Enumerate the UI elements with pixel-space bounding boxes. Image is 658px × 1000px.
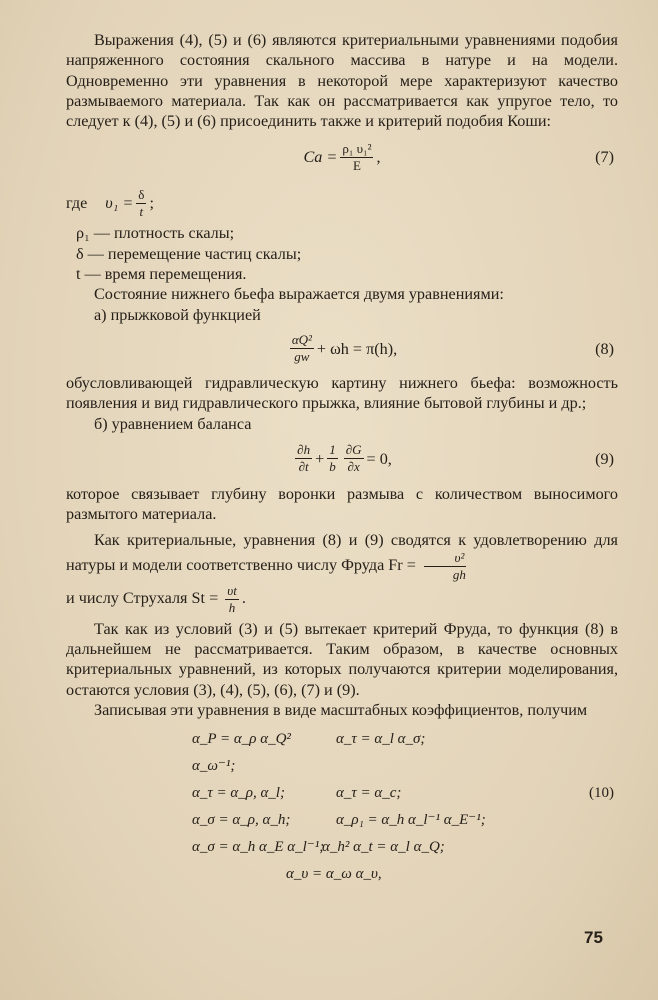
item-b: б) уравнением баланса [94,414,252,433]
eq10-line [66,834,618,861]
eq9-f3-num: ∂G [345,442,362,458]
page-text [66,30,618,888]
definition-delta: δ — перемещение частиц скалы; [76,244,302,263]
definition-t: t — время перемещения. [76,265,247,284]
eq9-number: (9) [595,449,614,468]
eq7-fraction [340,142,373,173]
item-a: а) прыжковой функцией [94,305,261,324]
where-lhs: υ₁ = [105,194,134,213]
strouhal-num: υt [227,582,237,598]
paragraph-2: Состояние нижнего бьефа выражается двумя уравнениями: [94,285,504,304]
equation-7 [66,131,618,183]
eq10-line [66,780,618,807]
where-denominator: t [139,203,144,219]
eq9-f1-num: ∂h [297,442,311,458]
where-line [66,183,618,223]
eq9-fraction-2 [327,443,338,474]
strouhal-line [66,584,618,615]
equation-10 [66,726,618,888]
paragraph-1: Выражения (4), (5) и (6) являются критериальными уравнениями подобия напряженного состояния скального массива в натуре и на модели. Одновременно эти уравнения в некоторой мере характеризуют качество размываемого материала. Так как он рассматривается как упругое тело, то следует к (4), (5) и (6) присоединить также и критерий подобия Коши: [66,31,618,131]
eq8-denominator: gw [294,349,310,365]
paragraph-3: обусловливающей гидравлическую картину нижнего бьефа: возможность появления и вид гидравлического прыжка, влияние бытовой глубины и др.; [66,373,618,413]
eq10-cell: α_σ = α_h α_E α_l⁻¹; [192,839,325,856]
eq10-cell: α_τ = α_ρ, α_l; [192,785,285,802]
where-numerator: δ [138,186,145,202]
page-number: 75 [584,928,603,947]
definition-rho: ρ₁ — плотность скалы; [76,224,235,243]
strouhal-text: и числу Струхаля St = [66,588,219,607]
paragraph-4: которое связывает глубину воронки размыва с количеством выносимого размытого материала. [66,484,618,524]
eq9-f2-num: 1 [329,442,336,458]
eq8-rest: + ωh = π(h), [316,339,398,358]
eq10-cell: α_ρ₁ = α_h α_l⁻¹ α_E⁻¹; [336,812,486,829]
eq10-cell: α_υ = α_ω α_υ, [286,866,382,883]
definitions-list [66,223,618,284]
eq9-f3-den: ∂x [347,459,360,475]
eq8-numerator: αQ² [291,332,312,348]
eq9-fraction-3 [344,443,364,474]
eq10-cell: α_P = α_ρ α_Q² α_ω⁻¹; [192,731,291,775]
eq7-number: (7) [595,148,614,167]
eq10-cell: α_h² α_t = α_l α_Q; [322,839,445,856]
strouhal-tail: . [241,588,246,607]
paragraph-7: Записывая эти уравнения в виде масштабных коэффициентов, получим [94,700,588,719]
where-tail: ; [149,194,154,213]
eq9-f2-den: b [329,459,336,475]
eq10-cell: α_τ = α_l α_σ; [336,731,426,748]
eq9-plus: + [315,449,325,468]
eq10-line [66,726,618,780]
froude-fraction [423,551,468,582]
where-fraction [136,188,146,219]
equation-9 [66,434,618,484]
eq7-denominator: E [352,157,361,173]
eq8-fraction [290,333,314,364]
where-word: где [66,194,88,213]
eq10-line [66,861,618,888]
eq7-tail: , [376,148,381,167]
paragraph-5 [66,530,618,581]
eq9-rest: = 0, [366,449,392,468]
eq10-cell: α_σ = α_ρ, α_h; [192,812,291,829]
eq9-fraction-1 [295,443,312,474]
eq10-cell: α_τ = α_c; [336,785,402,802]
eq7-numerator: ρ₁ υ₁² [342,140,372,156]
froude-den: gh [452,566,466,582]
paragraph-6: Так как из условий (3) и (5) вытекает критерий Фруда, то функция (8) в дальнейшем не рассматривается. Таким образом, в качестве основных критериальных уравнений, из которых получаются критерии моделирования, остаются условия (3), (4), (5), (6), (7) и (9). [66,619,618,699]
eq8-number: (8) [595,339,614,358]
eq7-lhs: Ca = [303,148,338,167]
strouhal-den: h [228,599,236,615]
strouhal-fraction [225,584,239,615]
paragraph-5-text: Как критериальные, уравнения (8) и (9) сводятся к удовлетворению для натуры и модели соответственно числу Фруда Fr = [66,531,618,574]
froude-num: υ² [424,551,466,567]
eq9-f1-den: ∂t [298,459,309,475]
equation-8 [66,325,618,373]
eq10-line [66,807,618,834]
eq10-number: (10) [589,785,614,802]
